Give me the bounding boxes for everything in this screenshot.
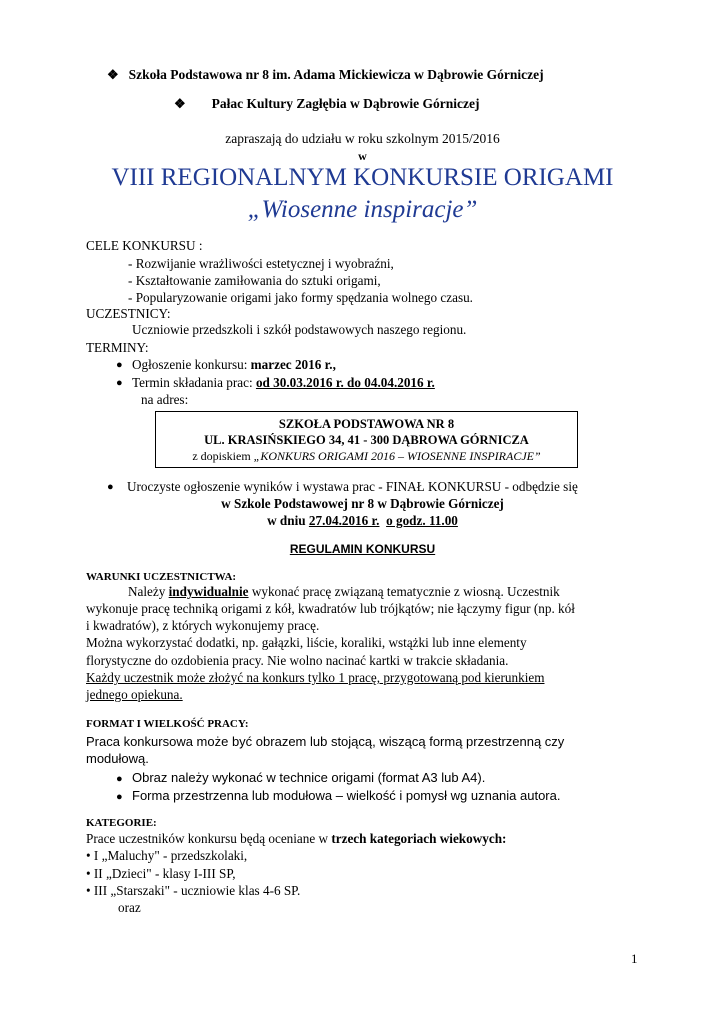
term-final-date: w dniu 27.04.2016 r. o godz. 11.00 (267, 513, 458, 528)
bullet-icon: ● (116, 359, 123, 371)
bullet-icon: ● (107, 481, 114, 493)
contest-title: VIII REGIONALNYM KONKURSIE ORIGAMI (111, 164, 614, 191)
condition-line: Należy indywidualnie wykonać pracę związaną tematycznie z wiosną. Uczestnik (128, 584, 560, 599)
organizer-1: ❖ Szkoła Podstawowa nr 8 im. Adama Mickiewicza w Dąbrowie Górniczej (107, 67, 544, 82)
condition-line: Można wykorzystać dodatki, np. gałązki, liście, koraliki, wstążki lub inne elementy (86, 635, 527, 650)
category-item: • II „Dzieci" - klasy I-III SP, (86, 866, 236, 881)
goal-item: - Popularyzowanie origami jako formy spędzania wolnego czasu. (128, 290, 473, 305)
condition-line: Każdy uczestnik może złożyć na konkurs tylko 1 pracę, przygotowaną pod kierunkiem (86, 670, 545, 685)
rules-heading: REGULAMIN KONKURSU (289, 542, 436, 556)
term-final: Uroczyste ogłoszenie wyników i wystawa prac - FINAŁ KONKURSU - odbędzie się (127, 479, 578, 494)
goal-item: - Rozwijanie wrażliwości estetycznej i wyobraźni, (128, 256, 394, 271)
term-submission: Termin składania prac: od 30.03.2016 r. do 04.04.2016 r. (132, 375, 435, 390)
format-bullet: Obraz należy wykonać w technice origami (format A3 lub A4). (132, 770, 486, 785)
oraz-text: oraz (118, 900, 141, 915)
participants-heading: UCZESTNICY: (86, 306, 171, 321)
condition-line: i kwadratów), z których wykonujemy pracę. (86, 618, 320, 633)
organizer-2: ❖ Pałac Kultury Zagłębia w Dąbrowie Górniczej (174, 96, 480, 111)
invite-text: zapraszają do udziału w roku szkolnym 2015/2016 (225, 131, 500, 146)
contest-subtitle: „Wiosenne inspiracje” (247, 196, 478, 223)
address-note: z dopiskiem „KONKURS ORIGAMI 2016 – WIOSENNE INSPIRACJE” (192, 449, 541, 463)
condition-line: wykonuje pracę techniką origami z kół, kwadratów lub trójkątów; nie łączymy figur (np. kół (86, 601, 575, 616)
condition-line: florystyczne do ozdobienia pracy. Nie wolno nacinać kartki w trakcie składania. (86, 653, 509, 668)
condition-line: jednego opiekuna. (86, 687, 183, 702)
categories-heading: KATEGORIE: (86, 817, 157, 829)
term-announcement: Ogłoszenie konkursu: marzec 2016 r., (132, 357, 336, 372)
page-number: 1 (631, 951, 638, 966)
format-line: modułową. (86, 751, 149, 766)
diamond-bullet-icon: ❖ (174, 96, 186, 111)
participants-text: Uczniowie przedszkoli i szkół podstawowych naszego regionu. (132, 322, 467, 337)
categories-intro: Prace uczestników konkursu będą oceniane w trzech kategoriach wiekowych: (86, 831, 507, 846)
category-item: • I „Maluchy" - przedszkolaki, (86, 848, 248, 863)
conditions-heading: WARUNKI UCZESTNICTWA: (86, 571, 237, 583)
format-heading: FORMAT I WIELKOŚĆ PRACY: (86, 718, 249, 730)
goals-heading: CELE KONKURSU : (86, 238, 203, 253)
bullet-icon: ● (116, 377, 123, 389)
address-line-2: UL. KRASIŃSKIEGO 34, 41 - 300 DĄBROWA GÓRNICZA (204, 433, 529, 447)
diamond-bullet-icon: ❖ (107, 67, 119, 82)
address-box (155, 411, 578, 468)
address-line-1: SZKOŁA PODSTAWOWA NR 8 (278, 417, 455, 431)
address-intro: na adres: (141, 392, 189, 407)
format-bullet: Forma przestrzenna lub modułowa – wielkość i pomysł wg uznania autora. (132, 788, 561, 803)
terms-heading: TERMINY: (86, 340, 149, 355)
category-item: • III „Starszaki" - uczniowie klas 4-6 SP. (86, 883, 301, 898)
bullet-icon: ● (116, 773, 123, 785)
goal-item: - Kształtowanie zamiłowania do sztuki origami, (128, 273, 381, 288)
bullet-icon: ● (116, 791, 123, 803)
invite-w: w (358, 149, 367, 163)
format-line: Praca konkursowa może być obrazem lub stojącą, wiszącą formą przestrzenną czy (86, 734, 565, 749)
term-final-place: w Szkole Podstawowej nr 8 w Dąbrowie Górniczej (221, 496, 504, 511)
